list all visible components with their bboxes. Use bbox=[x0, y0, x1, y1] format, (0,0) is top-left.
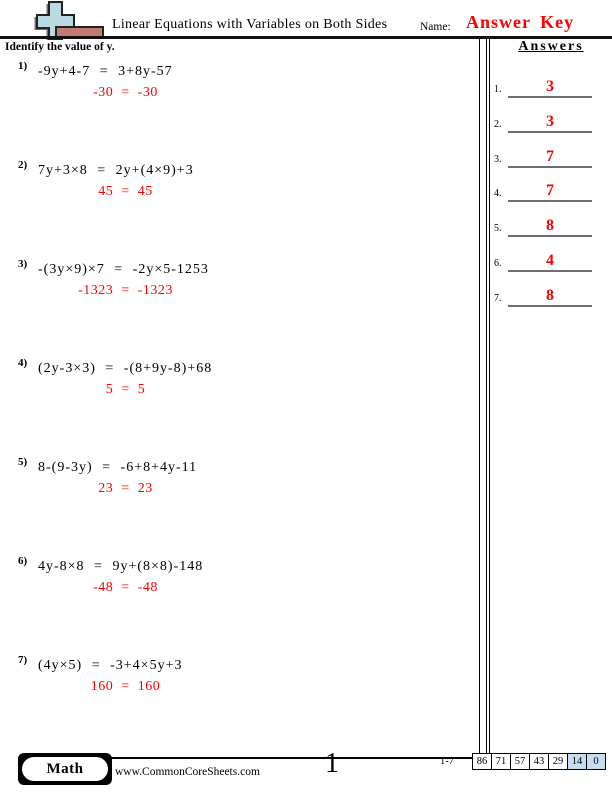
page-number: 1 bbox=[325, 748, 339, 779]
answer-item-3 bbox=[490, 140, 612, 166]
website-text: www.CommonCoreSheets.com bbox=[115, 766, 260, 778]
answer-value: 7 bbox=[546, 182, 554, 200]
problem-number: 3) bbox=[18, 258, 28, 270]
answer-key-value: Answer Key bbox=[466, 12, 575, 32]
answer-line bbox=[508, 244, 592, 272]
score-cell: 86 bbox=[472, 753, 492, 770]
answer-item-5 bbox=[490, 209, 612, 235]
problem-number: 4) bbox=[18, 357, 28, 369]
problem-check-answer: -1323 = -1323 bbox=[78, 283, 173, 298]
answer-line bbox=[508, 209, 592, 237]
problem-equation: -9y+4-7 = 3+8y-57 bbox=[38, 64, 173, 79]
problem-item-2 bbox=[0, 159, 470, 219]
answer-item-7 bbox=[490, 279, 612, 305]
score-cell: 14 bbox=[568, 753, 587, 770]
problem-item-7 bbox=[0, 654, 470, 714]
problem-equation: (4y×5) = -3+4×5y+3 bbox=[38, 658, 183, 673]
problem-item-4 bbox=[0, 357, 470, 417]
score-range-label: 1-7 bbox=[440, 756, 454, 767]
problem-equation: 8-(9-3y) = -6+8+4y-11 bbox=[38, 460, 198, 475]
answer-line bbox=[508, 279, 592, 307]
answer-line bbox=[508, 140, 592, 168]
problem-check-answer: -30 = -30 bbox=[93, 85, 158, 100]
problem-check-answer: 45 = 45 bbox=[98, 184, 153, 199]
answer-number: 7. bbox=[494, 293, 502, 304]
answer-item-1 bbox=[490, 70, 612, 96]
problem-number: 7) bbox=[18, 654, 28, 666]
worksheet-title: Linear Equations with Variables on Both Sides bbox=[112, 17, 388, 32]
problem-check-answer: 5 = 5 bbox=[105, 382, 146, 397]
name-label: Name: bbox=[420, 21, 451, 33]
problem-item-5 bbox=[0, 456, 470, 516]
problem-number: 5) bbox=[18, 456, 28, 468]
problem-item-6 bbox=[0, 555, 470, 615]
score-cell: 0 bbox=[587, 753, 606, 770]
problem-check-answer: 160 = 160 bbox=[90, 679, 161, 694]
answers-panel bbox=[490, 38, 612, 338]
score-cell: 57 bbox=[511, 753, 530, 770]
problem-number: 1) bbox=[18, 60, 28, 72]
answer-value: 8 bbox=[546, 287, 554, 305]
problem-check-answer: 23 = 23 bbox=[98, 481, 153, 496]
problem-equation: 7y+3×8 = 2y+(4×9)+3 bbox=[38, 163, 194, 178]
answer-line bbox=[508, 105, 592, 133]
answer-number: 1. bbox=[494, 84, 502, 95]
answer-number: 2. bbox=[494, 119, 502, 130]
answer-number: 5. bbox=[494, 223, 502, 234]
problem-item-3 bbox=[0, 258, 470, 318]
problem-equation: (2y-3×3) = -(8+9y-8)+68 bbox=[38, 361, 213, 376]
score-cell: 29 bbox=[549, 753, 568, 770]
answer-item-2 bbox=[490, 105, 612, 131]
answers-title: Answers bbox=[518, 39, 584, 54]
answer-line bbox=[508, 174, 592, 202]
problem-number: 2) bbox=[18, 159, 28, 171]
answer-line bbox=[508, 70, 592, 98]
instruction-text: Identify the value of y. bbox=[5, 41, 115, 53]
answer-value: 8 bbox=[546, 217, 554, 235]
answer-item-4 bbox=[490, 174, 612, 200]
problem-equation: -(3y×9)×7 = -2y×5-1253 bbox=[38, 262, 209, 277]
separator-line bbox=[479, 38, 480, 755]
answer-value: 7 bbox=[546, 148, 554, 166]
problem-item-1 bbox=[0, 60, 470, 120]
score-table bbox=[472, 753, 606, 770]
problem-equation: 4y-8×8 = 9y+(8×8)-148 bbox=[38, 559, 204, 574]
answer-number: 3. bbox=[494, 154, 502, 165]
math-badge bbox=[18, 753, 112, 785]
answer-number: 4. bbox=[494, 188, 502, 199]
answer-item-6 bbox=[490, 244, 612, 270]
math-badge-label: Math bbox=[22, 757, 108, 781]
answer-value: 3 bbox=[546, 113, 554, 131]
problem-check-answer: -48 = -48 bbox=[93, 580, 158, 595]
answer-value: 4 bbox=[546, 252, 554, 270]
score-cell: 43 bbox=[530, 753, 549, 770]
answer-number: 6. bbox=[494, 258, 502, 269]
answer-value: 3 bbox=[546, 78, 554, 96]
problem-number: 6) bbox=[18, 555, 28, 567]
score-cell: 71 bbox=[492, 753, 511, 770]
